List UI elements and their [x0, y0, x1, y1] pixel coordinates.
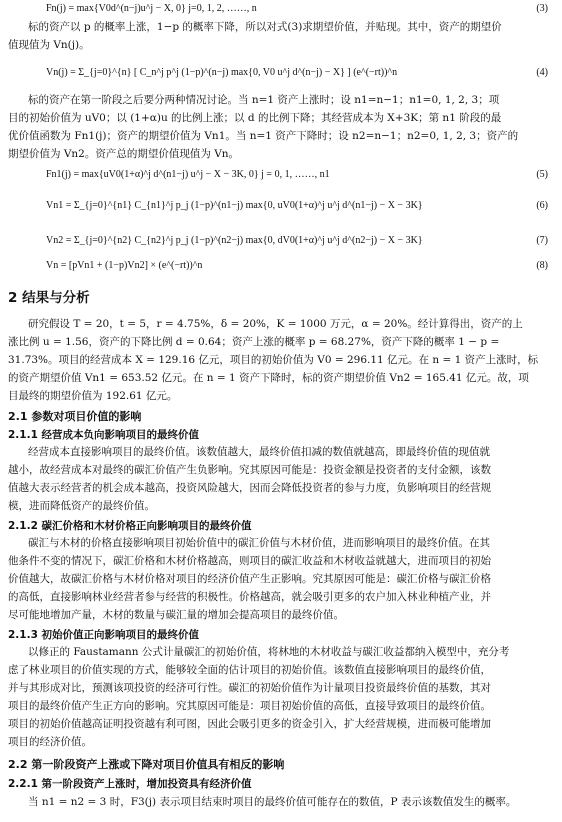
paragraph-line: 目最终的期望价值为 192.61 亿元。: [8, 390, 178, 402]
paragraph-line: 他条件不变的情况下，碳汇价格和木材价格越高，则项目的碳汇收益和木材收益就越大，进而项目的初始: [8, 555, 491, 567]
subsection-heading: 2.1 参数对项目价值的影响: [8, 410, 142, 423]
equation-4: Vn(j) = Σ_{j=0}^{n} [ C_n^j p^j (1−p)^(n−j) max{0, V0 u^j d^(n−j) − X} ] (e^(−rt))^n: [46, 67, 398, 78]
paragraph-line: 值越大表示经营者的机会成本越高，投资风险越大，因而会降低投资者的参与力度，负影响项目的经营规: [8, 482, 491, 494]
paragraph-line: 当 n1 = n2 = 3 时，F3(j) 表示项目结束时项目的最终价值可能存在的数值，P 表示该数值发生的概率。: [28, 796, 517, 808]
subsubsection-heading: 2.1.3 初始价值正向影响项目的最终价值: [8, 629, 200, 641]
paragraph-line: 优价值函数为 Fn1(j)；资产的期望价值为 Vn1。当 n=1 资产下降时；设 n2=n−1；n2=0, 1, 2, 3；资产的: [8, 130, 519, 142]
paragraph-line: 碳汇与木材的价格直接影响项目初始价值中的碳汇价值与木材价值，进而影响项目的最终价值。在其: [28, 537, 490, 549]
paragraph-line: 值现值为 Vn(j)。: [8, 39, 90, 51]
subsubsection-heading: 2.1.2 碳汇价格和木材价格正向影响项目的最终价值: [8, 520, 252, 532]
paragraph-line: 涨比例 u = 1.56，资产的下降比例 d = 0.64；资产上涨的概率 p = 68.27%，资产下降的概率 1 − p =: [8, 336, 500, 348]
equation-5-number: (5): [536, 169, 548, 180]
equation-8-number: (8): [536, 260, 548, 271]
paragraph-line: 虑了林业项目的价值实现的方式，能够较全面的估计项目的初始价值。该数值直接影响项目的最终价值，: [8, 664, 491, 676]
equation-4-number: (4): [536, 67, 548, 78]
equation-5: Fn1(j) = max{uV0(1+α)^j d^(n1−j) u^j − X − 3K, 0} j = 0, 1, ……, n1: [46, 169, 330, 180]
paragraph-line: 项目的经济价值。: [8, 736, 92, 748]
subsubsection-heading: 2.2.1 第一阶段资产上涨时，增加投资具有经济价值: [8, 778, 252, 790]
subsubsection-heading: 2.1.1 经营成本负向影响项目的最终价值: [8, 429, 200, 441]
equation-3: Fn(j) = max{V0d^(n−j)u^j − X, 0} j=0, 1, 2, ……, n: [46, 3, 257, 14]
paragraph-line: 的高低，直接影响林业经营者参与经营的积极性。价格越高，就会吸引更多的农户加入林业种植产业，并: [8, 591, 491, 603]
subsection-heading: 2.2 第一阶段资产上涨或下降对项目价值具有相反的影响: [8, 758, 285, 771]
equation-7: Vn2 = Σ_{j=0}^{n2} C_{n2}^j p_j (1−p)^(n2−j) max{0, dV0(1+α)^j u^j d^(n2−j) − X − 3K}: [46, 235, 423, 246]
equation-6-number: (6): [536, 200, 548, 211]
paragraph-line: 经营成本直接影响项目的最终价值。该数值越大，最终价值扣减的数值就越高，即最终价值的现值就: [28, 446, 490, 458]
paragraph-line: 以修正的 Faustamann 公式计量碳汇的初始价值，将林地的木材收益与碳汇收益都纳入模型中，充分考: [28, 646, 510, 658]
equation-8: Vn = [pVn1 + (1−p)Vn2] × (e^(−rt))^n: [46, 260, 203, 271]
paragraph-line: 项目的最终价值产生正方向的影响。究其原因可能是：项目初始价值的高低，直接导致项目的最终价值。: [8, 700, 491, 712]
paragraph-line: 项目的初始价值越高证明投资越有利可图，因此会吸引更多的资金引入，扩大经营规模，进而极可能增加: [8, 718, 491, 730]
equation-3-number: (3): [536, 3, 548, 14]
paragraph-line: 研究假设 T = 20，t = 5，r = 4.75%，δ = 20%，K = 1000 万元，α = 20%。经计算得出，资产的上: [28, 318, 523, 330]
equation-6: Vn1 = Σ_{j=0}^{n1} C_{n1}^j p_j (1−p)^(n1−j) max{0, uV0(1+α)^j u^j d^(n1−j) − X − 3K}: [46, 200, 423, 211]
paragraph-line: 尽可能地增加产量，木材的数量与碳汇量的增加会提高项目的最终价值。: [8, 609, 344, 621]
paragraph-line: 31.73%。项目的经营成本 X = 129.16 亿元，项目的初始价值为 V0 = 296.11 亿元。在 n = 1 资产上涨时，标: [8, 354, 539, 366]
paragraph-line: 标的资产以 p 的概率上涨，1−p 的概率下降，所以对式(3)求期望价值，并贴现。其中，资产的期望价: [28, 21, 502, 33]
paragraph-line: 并与其形成对比，预测该项投资的经济可行性。碳汇的初始价值作为计量项目投资最终价值的基数，其对: [8, 682, 491, 694]
paragraph-line: 价值越大，故碳汇价格与木材价格对项目的经济价值产生正影响。究其原因可能是：碳汇价格与碳汇价格: [8, 573, 491, 585]
paragraph-line: 的资产期望价值 Vn1 = 653.52 亿元。在 n = 1 资产下降时，标的资产期望价值 Vn2 = 165.41 亿元。故，项: [8, 372, 529, 384]
paragraph-line: 模，进而降低资产的最终价值。: [8, 500, 155, 512]
section-heading: 2 结果与分析: [8, 290, 90, 306]
paragraph-line: 标的资产在第一阶段之后要分两种情况讨论。当 n=1 资产上涨时；设 n1=n−1；n1=0, 1, 2, 3；项: [28, 94, 500, 106]
paragraph-line: 越小，故经营成本对最终的碳汇价值产生负影响。究其原因可能是：投资金额是投资者的支付金额，该数: [8, 464, 491, 476]
paragraph-line: 期望价值为 Vn2。资产总的期望价值现值为 Vn。: [8, 148, 240, 160]
paragraph-line: 目的初始价值为 uV0；以 (1+α)u 的比例上涨；以 d 的比例下降；其经营成本为 X+3K；第 n1 阶段的最: [8, 112, 502, 124]
equation-7-number: (7): [536, 235, 548, 246]
